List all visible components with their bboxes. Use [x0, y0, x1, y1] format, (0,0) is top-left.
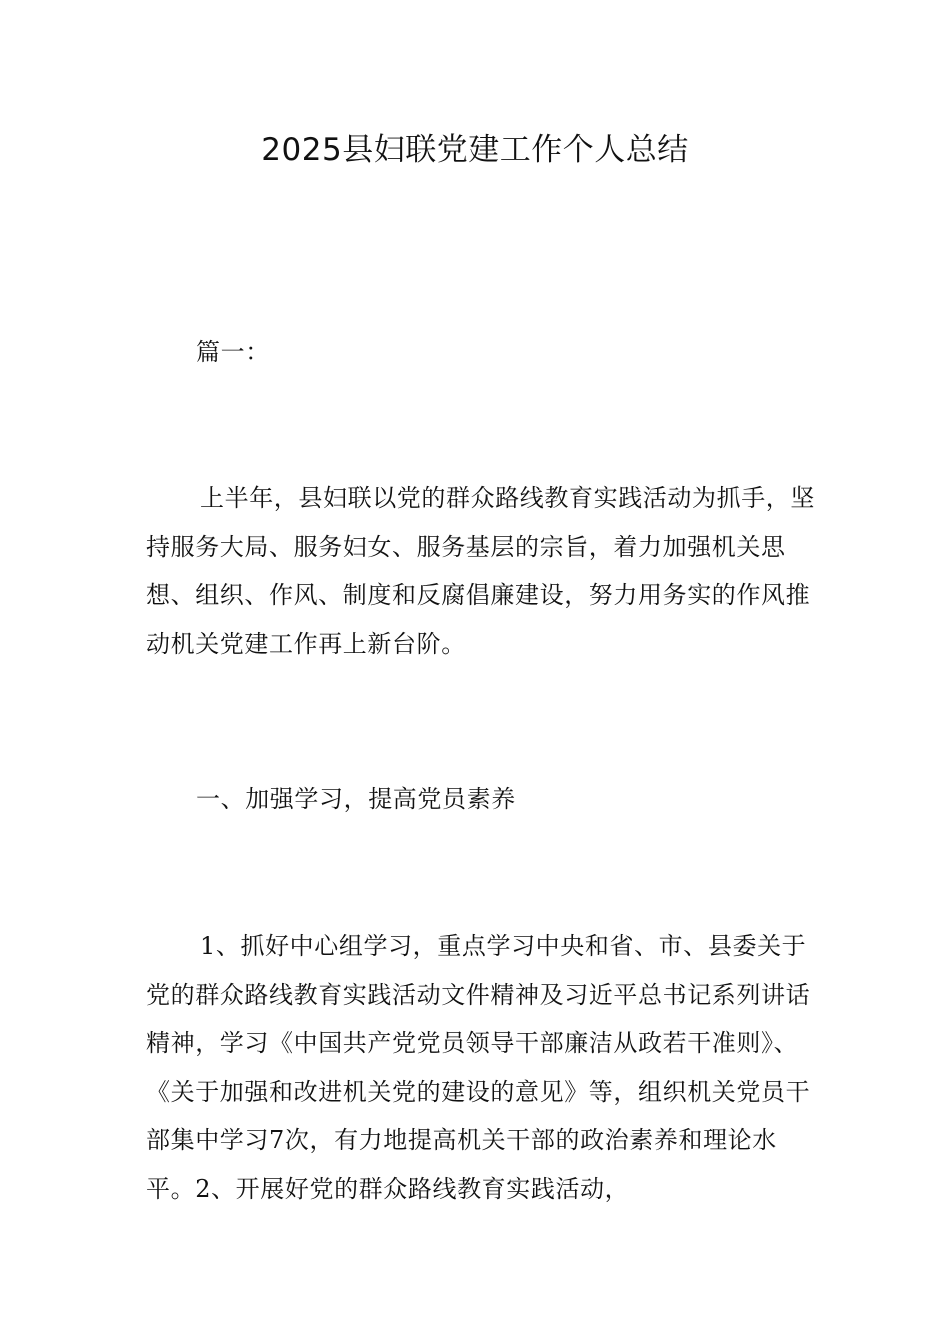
section-label: 篇一： — [196, 338, 270, 366]
section-heading: 一、加强学习，提高党员素养 — [196, 785, 516, 813]
body-paragraph: 1、抓好中心组学习，重点学习中央和省、市、县委关于党的群众路线教育实践活动文件精神及习近平总书记系列讲话精神，学习《中国共产党党员领导干部廉洁从政若干准则》、《关于加强和改进机关党的建设的意见》等，组织机关党员干部集中学习7次，有力地提高机关干部的政治素养和理论水平。2、开展好党的群众路线教育实践活动， — [146, 932, 811, 1203]
document-title: 2025县妇联党建工作个人总结 — [261, 132, 689, 168]
intro-paragraph: 上半年，县妇联以党的群众路线教育实践活动为抓手，坚持服务大局、服务妇女、服务基层的宗旨，着力加强机关思想、组织、作风、制度和反腐倡廉建设，努力用务实的作风推动机关党建工作再上新台阶。 — [146, 484, 815, 658]
